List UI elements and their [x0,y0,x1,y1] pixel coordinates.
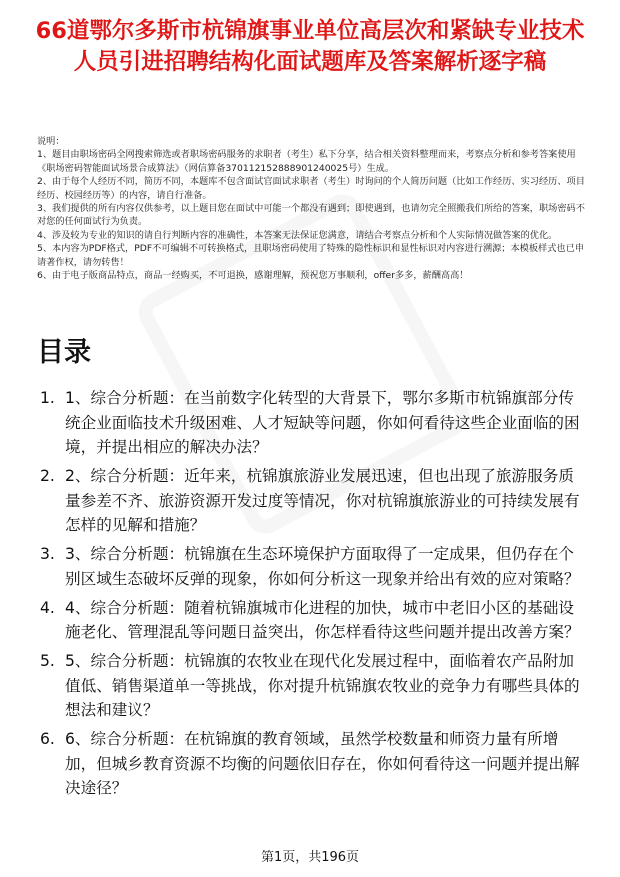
toc-heading: 目录 [37,337,91,368]
notes-section [37,135,587,282]
toc-item-text[interactable]: 1、综合分析题：在当前数字化转型的大背景下，鄂尔多斯市杭锦旗部分传统企业面临技术升级困难、人才短缺等问题，你如何看待这些企业面临的困境，并提出相应的解决办法？ [65,389,580,456]
toc-item-text[interactable]: 4、综合分析题：随着杭锦旗城市化进程的加快，城市中老旧小区的基础设施老化、管理混乱等问题日益突出，你怎样看待这些问题并提出改善方案？ [65,598,580,641]
toc-item[interactable] [40,649,588,723]
toc-item-number: 1. [40,389,55,407]
toc-item[interactable] [40,727,588,801]
toc-item-text[interactable]: 2、综合分析题：近年来，杭锦旗旅游业发展迅速，但也出现了旅游服务质量参差不齐、旅游资源开发过度等情况，你对杭锦旗旅游业的可持续发展有怎样的见解和措施？ [65,467,580,534]
note-item: 6、由于电子版商品特点，商品一经购买，不可退换，感谢理解，预祝您万事顺利，offer多多，薪酬高高！ [37,270,469,282]
table-of-contents [40,386,588,805]
toc-item-text[interactable]: 3、综合分析题：杭锦旗在生态环境保护方面取得了一定成果，但仍存在个别区域生态破坏反弹的现象，你如何分析这一现象并给出有效的应对策略？ [65,545,580,588]
toc-item-number: 5. [40,652,55,670]
toc-item[interactable] [40,386,588,460]
document-title: 66道鄂尔多斯市杭锦旗事业单位高层次和紧缺专业技术人员引进招聘结构化面试题库及答案解析逐字稿 [35,18,585,75]
toc-item-text[interactable]: 6、综合分析题：在杭锦旗的教育领域，虽然学校数量和师资力量有所增加，但城乡教育资源不均衡的问题依旧存在，你如何看待这一问题并提出解决途径？ [65,730,580,797]
page-footer: 第1页，共196页 [260,850,360,865]
toc-item[interactable] [40,464,588,538]
toc-item-number: 4. [40,598,55,617]
notes-heading: 说明： [37,136,65,147]
note-item: 3、我们提供的所有内容仅供参考，以上题目您在面试中可能一个都没有遇到；即使遇到，也请勿完全照搬我们所给的答案，职场密码不对您的任何面试行为负责。 [37,203,585,228]
toc-item-number: 2. [40,467,55,485]
toc-item-number: 6. [40,730,55,748]
note-item: 2、由于每个人经历不同，简历不同，本题库不包含面试官面试求职者（考生）时询问的个人简历问题（比如工作经历、实习经历、项目经历、校园经历等）的内容，请自行准备。 [37,176,585,201]
note-item: 1、题目由职场密码全网搜索筛选或者职场密码服务的求职者（考生）私下分享，结合相关资料整理而来，考察点分析和参考答案使用《职场密码智能面试场景合成算法》（网信算备370112152888901240025号）生成。 [37,149,576,174]
toc-item-number: 3. [40,545,55,563]
toc-item[interactable] [40,542,588,591]
note-item: 5、本内容为PDF格式，PDF不可编辑不可转换格式，且职场密码使用了特殊的隐性标识和显性标识对内容进行溯源；本模板样式也已申请著作权，请勿转售！ [37,243,584,268]
toc-item[interactable] [40,596,588,645]
note-item: 4、涉及较为专业的知识的请自行判断内容的准确性，本答案无法保证您满意，请结合考察点分析和个人实际情况做答案的优化。 [37,229,558,241]
toc-item-text[interactable]: 5、综合分析题：杭锦旗的农牧业在现代化发展过程中，面临着农产品附加值低、销售渠道单一等挑战，你对提升杭锦旗农牧业的竞争力有哪些具体的想法和建议？ [65,652,580,719]
